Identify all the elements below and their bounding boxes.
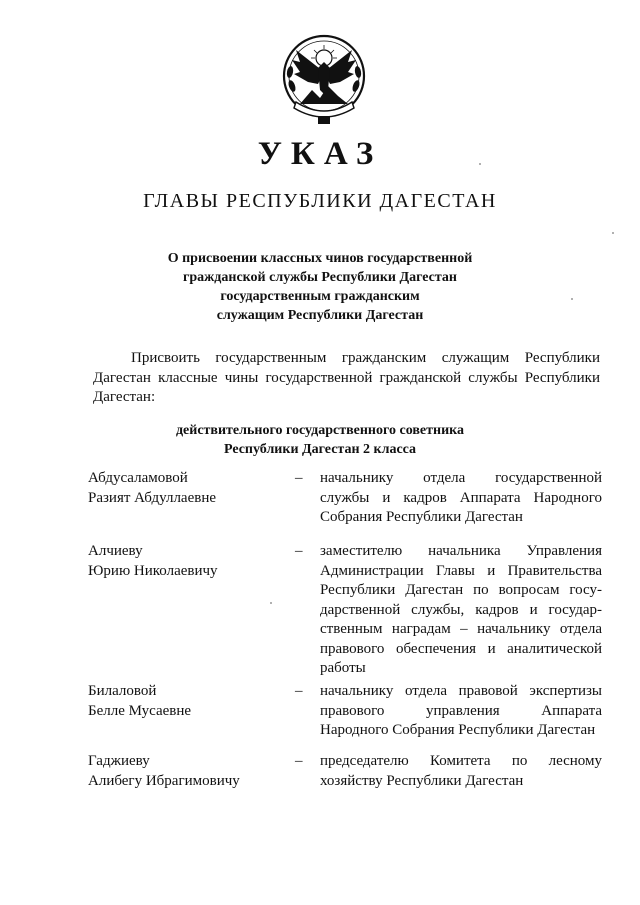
position-line: хозяйству Республики Дагестан xyxy=(320,772,524,789)
appointee-surname: Гаджиеву xyxy=(88,753,150,769)
appointee-position xyxy=(320,542,602,679)
position-line: Республики Дагестан по вопросам госу- xyxy=(320,582,602,598)
dash-separator: – xyxy=(295,543,303,559)
rank-line: Республики Дагестан 2 класса xyxy=(223,442,417,457)
position-line: Народного Собрания Республики Дагестан xyxy=(320,722,596,738)
issuer-heading: ГЛАВЫ РЕСПУБЛИКИ ДАГЕСТАН xyxy=(143,190,497,212)
position-line: Администрации Главы и Правительства xyxy=(320,562,602,579)
position-line: ственным наградам – начальнику отдела xyxy=(320,621,602,637)
dash-separator: – xyxy=(295,753,303,769)
scan-speck xyxy=(479,163,481,165)
appointee-surname: Алчиеву xyxy=(88,543,143,559)
dash-separator: – xyxy=(295,470,303,486)
appointee-given-names: Белле Мусаевне xyxy=(88,702,192,719)
appointee-given-names: Юрию Николаевичу xyxy=(88,562,218,579)
decree-subject-line: гражданской службы Республики Дагестан xyxy=(183,270,457,285)
appointee-surname: Билаловой xyxy=(88,683,157,699)
intro-line: Дагестан классные чины государственной гражданской службы Республики xyxy=(93,369,600,386)
position-line: начальнику отдела государственной xyxy=(320,470,602,486)
rank-heading xyxy=(0,421,640,459)
appointee-given-names: Алибегу Ибрагимовичу xyxy=(88,772,240,789)
intro-line: Дагестан: xyxy=(93,389,156,405)
appointee-position xyxy=(320,469,602,528)
appointee-name xyxy=(88,682,191,721)
intro-line: Присвоить государственным гражданским служащим Республики xyxy=(131,350,600,366)
position-line: службы и кадров Аппарата Народного xyxy=(320,489,602,506)
appointee-position xyxy=(320,752,602,791)
coat-of-arms-emblem xyxy=(278,28,370,128)
intro-paragraph xyxy=(93,349,600,408)
position-line: начальнику отдела правовой экспертизы xyxy=(320,683,602,699)
appointee-position xyxy=(320,682,602,741)
appointee-name xyxy=(88,752,240,791)
dash-separator: – xyxy=(295,683,303,699)
position-line: правового обеспечения и аналитической xyxy=(320,640,602,657)
position-line: правового управления Аппарата xyxy=(320,702,602,719)
position-line: дарственной службы, кадров и государ- xyxy=(320,601,602,618)
position-line: Собрания Республики Дагестан xyxy=(320,509,523,525)
decree-subject-line: государственным гражданским xyxy=(220,289,420,304)
decree-heading: УКАЗ xyxy=(257,136,383,172)
decree-subject-line: служащим Республики Дагестан xyxy=(216,308,424,323)
position-line: председателю Комитета по лесному xyxy=(320,753,602,769)
appointee-name xyxy=(88,469,216,508)
decree-subject-line: О присвоении классных чинов государственной xyxy=(167,251,473,266)
decree-subject xyxy=(0,249,640,325)
appointee-surname: Абдусаламовой xyxy=(88,470,188,486)
rank-line: действительного государственного советника xyxy=(175,423,465,438)
scan-speck xyxy=(612,232,614,234)
appointee-given-names: Разият Абдуллаевне xyxy=(88,489,217,506)
position-line: работы xyxy=(320,660,366,676)
scan-speck xyxy=(270,602,272,604)
position-line: заместителю начальника Управления xyxy=(320,543,602,559)
scan-speck xyxy=(571,298,573,300)
appointee-name xyxy=(88,542,218,581)
